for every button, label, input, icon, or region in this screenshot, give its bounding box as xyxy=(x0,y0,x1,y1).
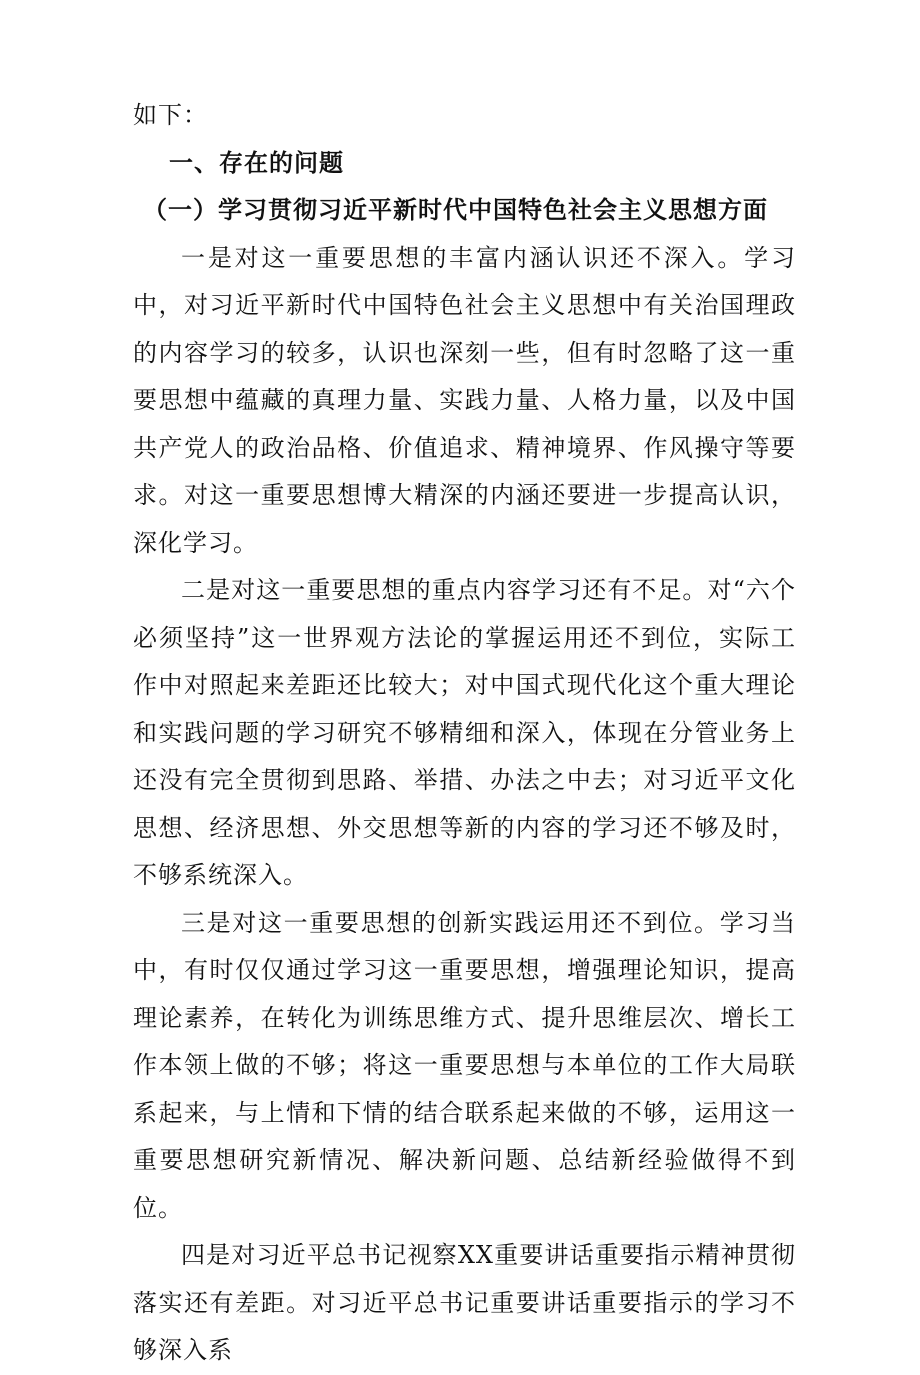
paragraph-2: 二是对这一重要思想的重点内容学习还有不足。对“六个必须坚持”这一世界观方法论的掌握运用还不到位，实际工作中对照起来差距还比较大；对中国式现代化这个重大理论和实践问题的学习研究不够精细和深入，体现在分管业务上还没有完全贯彻到思路、举措、办法之中去；对习近平文化思想、经济思想、外交思想等新的内容的学习还不够及时，不够系统深入。 xyxy=(133,576,796,889)
paragraph-3: 三是对这一重要思想的创新实践运用还不到位。学习当中，有时仅仅通过学习这一重要思想，增强理论知识，提高理论素养，在转化为训练思维方式、提升思维层次、增长工作本领上做的不够；将这一重要思想与本单位的工作大局联系起来，与上情和下情的结合联系起来做的不够，运用这一重要思想研究新情况、解决新问题、总结新经验做得不到位。 xyxy=(133,908,796,1222)
subsection-heading: （一）学习贯彻习近平新时代中国特色社会主义思想方面 xyxy=(143,196,768,224)
paragraph-4: 四是对习近平总书记视察XX重要讲话重要指示精神贯彻落实还有差距。对习近平总书记重要讲话重要指示的学习不够深入系 xyxy=(133,1241,796,1364)
document-body xyxy=(133,92,796,1375)
opening-line: 如下： xyxy=(133,101,208,129)
paragraph-1: 一是对这一重要思想的丰富内涵认识还不深入。学习中，对习近平新时代中国特色社会主义思想中有关治国理政的内容学习的较多，认识也深刻一些，但有时忽略了这一重要思想中蕴藏的真理力量、实践力量、人格力量，以及中国共产党人的政治品格、价值追求、精神境界、作风操守等要求。对这一重要思想博大精深的内涵还要进一步提高认识，深化学习。 xyxy=(133,243,796,557)
section-heading: 一、存在的问题 xyxy=(169,148,344,177)
